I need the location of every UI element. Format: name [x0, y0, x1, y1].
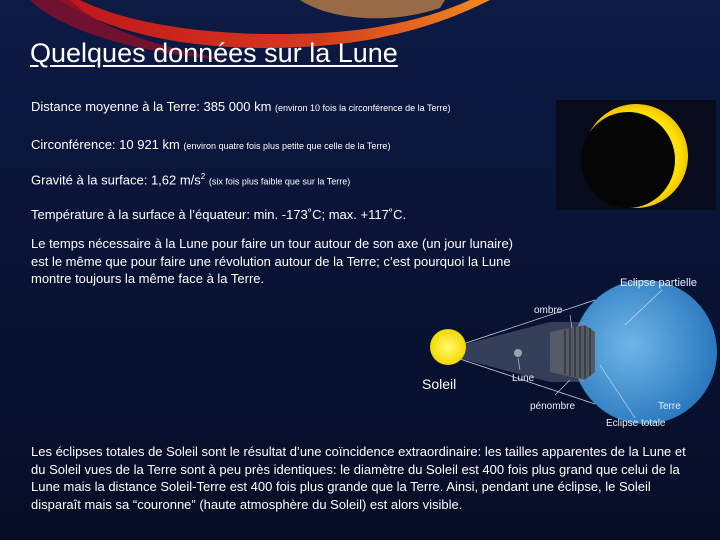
- moon-eclipse-image: [556, 100, 716, 210]
- eclipse-paragraph: Les éclipses totales de Soleil sont le résultat d’une coïncidence extraordinaire: les tailles apparentes de la Lune et du Soleil vues de la Terre sont à peu près identiques: le diamètre du Soleil est 400 fois plus grand que celui de la Lune mais la distance Soleil-Terre est 400 fois plus grande que la Terre. Ainsi, pendant une éclipse, le Soleil disparaît mais sa “couronne” (haute atmosphère du Soleil) est alors visible.: [31, 444, 686, 512]
- moon-circle: [514, 349, 522, 357]
- label-penombre: pénombre: [530, 401, 576, 412]
- temperature-fact: [31, 207, 406, 222]
- circumference-fact: [31, 137, 390, 152]
- label-terre: Terre: [658, 401, 681, 412]
- label-lune: Lune: [512, 373, 535, 384]
- circumference-note: (environ quatre fois plus petite que celle de la Terre): [183, 141, 391, 151]
- rotation-paragraph: Le temps nécessaire à la Lune pour faire un tour autour de son axe (un jour lunaire) est le même que pour faire une révolution autour de la Terre; c’est pourquoi la Lune montre toujours la même face à la Terre.: [31, 236, 514, 286]
- circumference-main: Circonférence: 10 921 km: [31, 137, 180, 152]
- eclipse-diagram: [420, 270, 720, 440]
- sun-circle: [430, 329, 466, 365]
- temperature-main: Température à la surface à l’équateur: min. -173˚C; max. +117˚C.: [31, 207, 407, 222]
- gravity-note: (six fois plus faible que sur la Terre): [208, 176, 351, 187]
- distance-main: Distance moyenne à la Terre: 385 000 km: [31, 99, 272, 114]
- label-soleil: Soleil: [422, 376, 457, 392]
- page-title: Quelques données sur la Lune: [30, 38, 398, 68]
- gravity-main: Gravité à la surface: 1,62 m/s: [31, 172, 201, 188]
- umbra-cone: [550, 325, 595, 380]
- distance-note: (environ 10 fois la circonférence de la Terre): [275, 103, 451, 113]
- distance-fact: [31, 99, 450, 114]
- gravity-exponent: 2: [200, 172, 206, 181]
- label-eclipse-partielle: Eclipse partielle: [620, 277, 698, 289]
- gravity-fact: [31, 172, 350, 187]
- label-ombre: ombre: [534, 305, 563, 316]
- label-eclipse-totale: Eclipse totale: [606, 418, 666, 429]
